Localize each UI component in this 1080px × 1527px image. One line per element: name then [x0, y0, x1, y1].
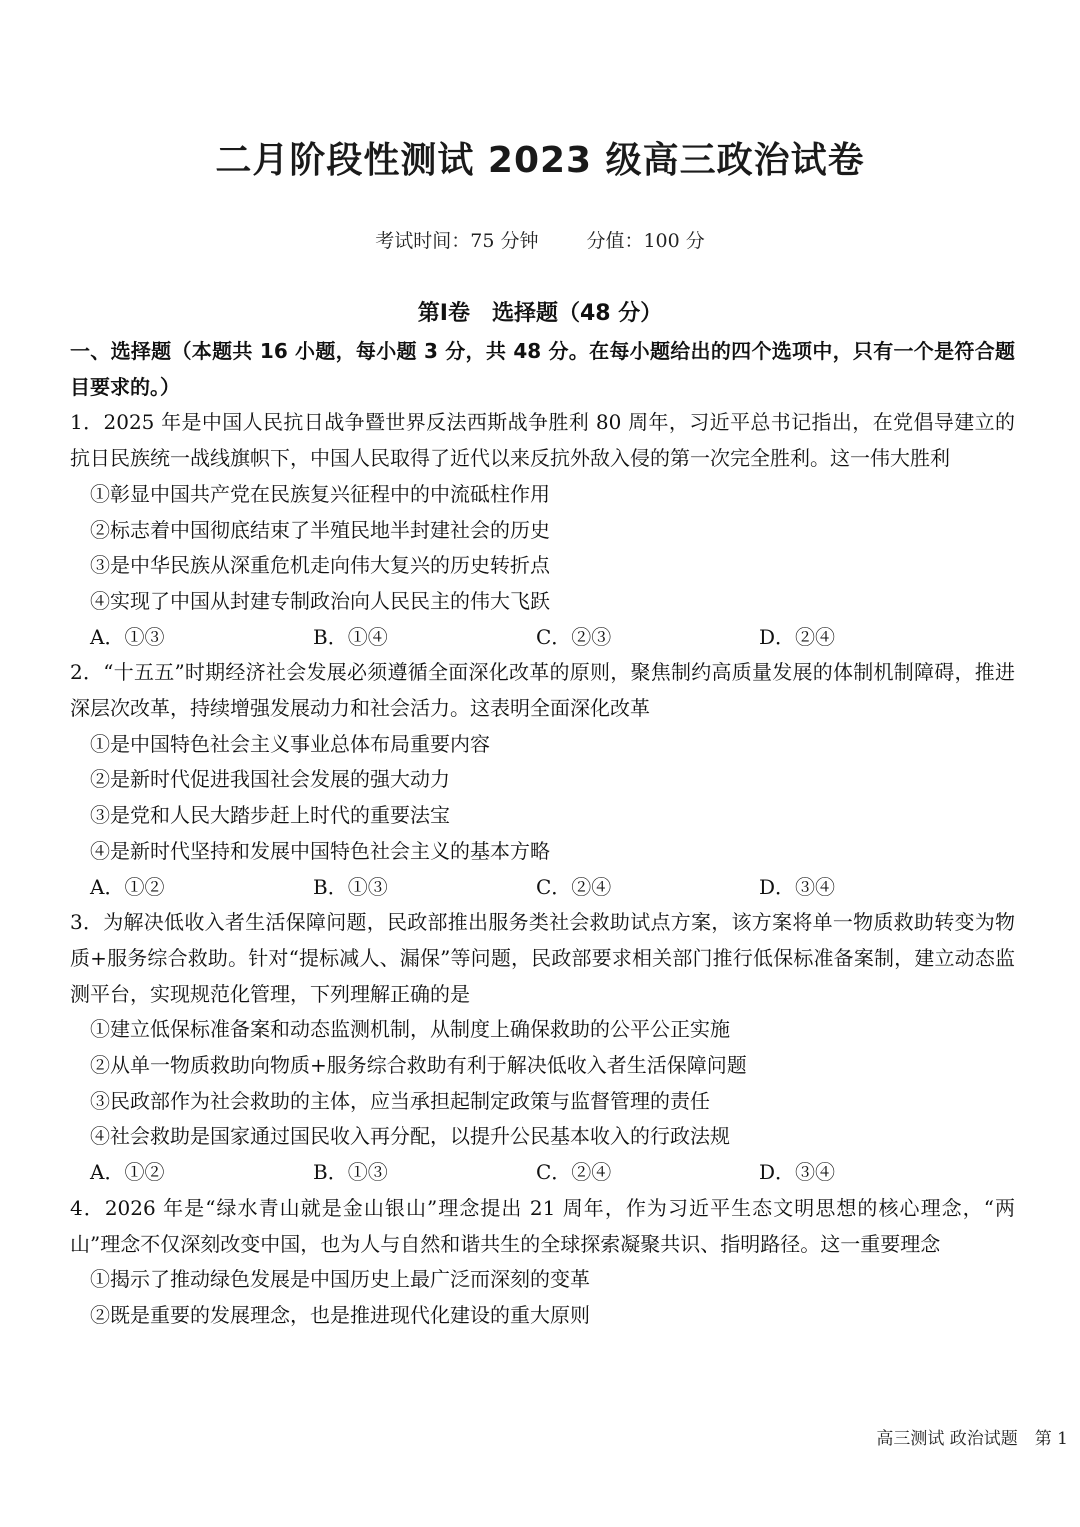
- choice-b: B．①④: [313, 624, 388, 649]
- statement-item: ①彰显中国共产党在民族复兴征程中的中流砥柱作用: [90, 481, 550, 506]
- choice-d: D．②④: [759, 624, 836, 649]
- statement-item: ④社会救助是国家通过国民收入再分配，以提升公民基本收入的行政法规: [90, 1124, 730, 1149]
- exam-meta: [0, 226, 1080, 253]
- question-1: [70, 405, 1015, 655]
- choice-b: B．①③: [313, 1160, 388, 1185]
- exam-time: 考试时间：75 分钟: [375, 230, 539, 252]
- choice-a: A．①②: [90, 1160, 165, 1185]
- answer-choices: [70, 1155, 1015, 1191]
- question-stem: 2．“十五五”时期经济社会发展必须遵循全面深化改革的原则，聚焦制约高质量发展的体制机制障碍，推进深层次改革，持续增强发展动力和社会活力。这表明全面深化改革: [70, 660, 1015, 721]
- question-stem: 3．为解决低收入者生活保障问题，民政部推出服务类社会救助试点方案，该方案将单一物质救助转变为物质+服务综合救助。针对“提标减人、漏保”等问题，民政部要求相关部门推行低保标准备案制，建立动态监测平台，实现规范化管理，下列理解正确的是: [70, 910, 1015, 1006]
- page-footer: 高三测试 政治试题 第 1: [876, 1429, 1068, 1449]
- answer-choices: [70, 620, 1015, 656]
- question-4: [70, 1191, 1015, 1334]
- choice-c: C．②④: [536, 874, 612, 899]
- answer-choices: [70, 870, 1015, 906]
- choice-c: C．②④: [536, 1160, 612, 1185]
- choice-a: A．①③: [90, 624, 165, 649]
- statement-item: ②标志着中国彻底结束了半殖民地半封建社会的历史: [90, 517, 550, 542]
- statement-item: ①是中国特色社会主义事业总体布局重要内容: [90, 731, 490, 756]
- statement-item: ③是中华民族从深重危机走向伟大复兴的历史转折点: [90, 553, 550, 578]
- choice-d: D．③④: [759, 1160, 836, 1185]
- statement-item: ①建立低保标准备案和动态监测机制，从制度上确保救助的公平公正实施: [90, 1017, 730, 1042]
- choice-a: A．①②: [90, 874, 165, 899]
- choice-c: C．②③: [536, 624, 612, 649]
- choice-d: D．③④: [759, 874, 836, 899]
- question-3: [70, 905, 1015, 1191]
- statement-item: ④实现了中国从封建专制政治向人民民主的伟大飞跃: [90, 588, 550, 613]
- question-list: [70, 334, 1015, 1334]
- exam-title: 二月阶段性测试 2023 级高三政治试卷: [215, 140, 865, 181]
- statement-item: ④是新时代坚持和发展中国特色社会主义的基本方略: [90, 838, 550, 863]
- statement-item: ③是党和人民大踏步赶上时代的重要法宝: [90, 803, 450, 828]
- section-title: 第Ⅰ卷 选择题（48 分）: [417, 301, 663, 326]
- statement-item: ③民政部作为社会救助的主体，应当承担起制定政策与监督管理的责任: [90, 1088, 710, 1113]
- section-instruction: 一、选择题（本题共 16 小题，每小题 3 分，共 48 分。在每小题给出的四个选项中，只有一个是符合题目要求的。）: [70, 339, 1015, 399]
- statement-item: ②从单一物质救助向物质+服务综合救助有利于解决低收入者生活保障问题: [90, 1053, 747, 1078]
- choice-b: B．①③: [313, 874, 388, 899]
- exam-score: 分值：100 分: [586, 230, 705, 252]
- statement-item: ②既是重要的发展理念，也是推进现代化建设的重大原则: [90, 1302, 590, 1327]
- question-stem: 4．2026 年是“绿水青山就是金山银山”理念提出 21 周年，作为习近平生态文明思想的核心理念，“两山”理念不仅深刻改变中国，也为人与自然和谐共生的全球探索凝聚共识、指明路径。这一重要理念: [70, 1195, 1015, 1256]
- statement-item: ②是新时代促进我国社会发展的强大动力: [90, 767, 450, 792]
- question-2: [70, 655, 1015, 905]
- statement-item: ①揭示了推动绿色发展是中国历史上最广泛而深刻的变革: [90, 1267, 590, 1292]
- question-stem: 1．2025 年是中国人民抗日战争暨世界反法西斯战争胜利 80 周年，习近平总书记指出，在党倡导建立的抗日民族统一战线旗帜下，中国人民取得了近代以来反抗外敌入侵的第一次完全胜利。这一伟大胜利: [70, 410, 1015, 471]
